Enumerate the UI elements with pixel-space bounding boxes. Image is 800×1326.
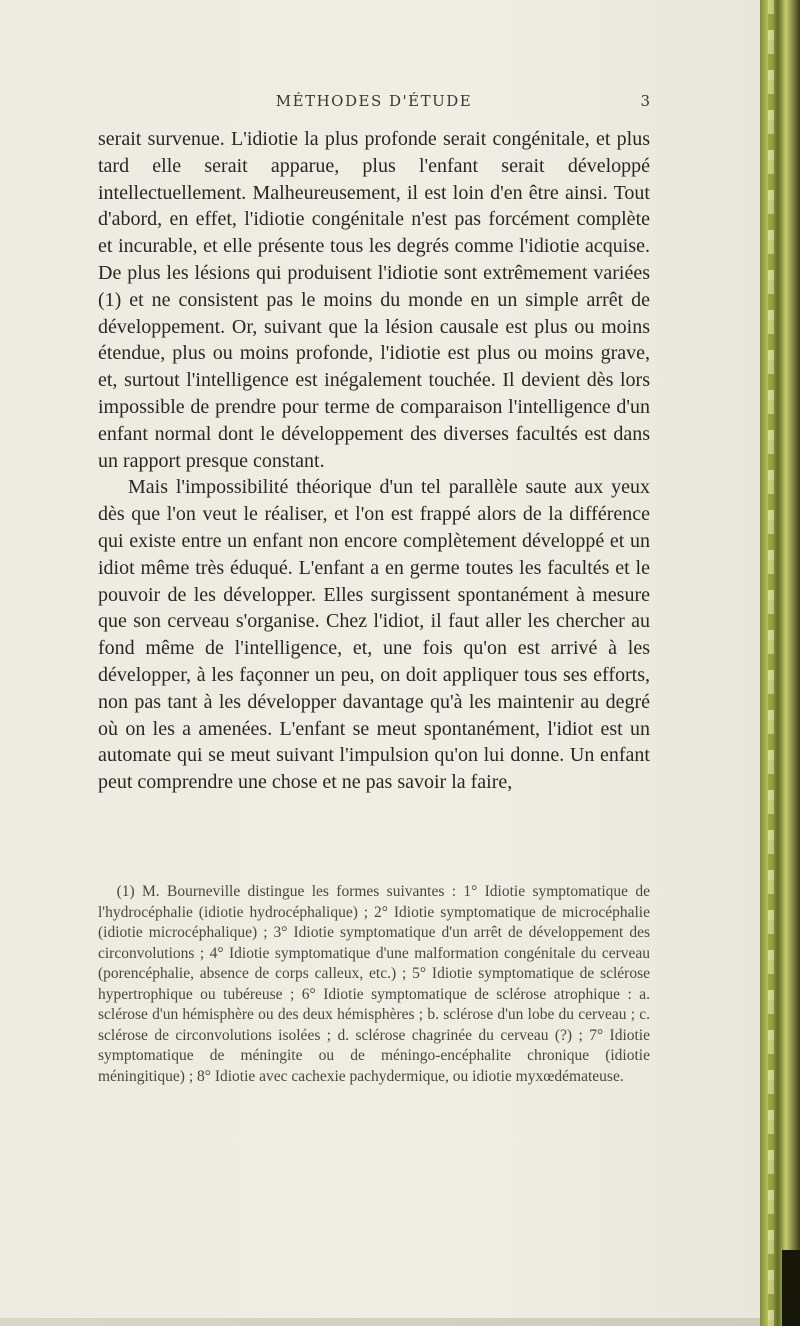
cover-corner <box>782 1250 800 1326</box>
cover-marbling <box>768 0 774 1326</box>
book-cover-edge <box>760 0 800 1326</box>
page-bottom-edge <box>0 1318 760 1326</box>
page-header <box>98 92 650 116</box>
main-text <box>98 126 650 796</box>
paragraph-continued: serait survenue. L'idiotie la plus profonde serait congénitale, et plus tard elle serait apparue, plus l'enfant serait développé intellectuellement. Malheureusement, il est loin d'en être ainsi. Tout d'abord, en effet, l'idiotie congénitale n'est pas forcément complète et incurable, et elle présente tous les degrés comme l'idiotie acquise. De plus les lésions qui produisent l'idiotie sont extrêmement variées (1) et ne consistent pas le moins du monde en un simple arrêt de développement. Or, suivant que la lésion causale est plus ou moins étendue, plus ou moins profonde, l'idiotie est plus ou moins grave, et, surtout l'intelligence est inégalement touchée. Il devient dès lors impossible de prendre pour terme de comparaison l'intelligence d'un enfant normal dont le développement des diverses facultés est dans un rapport presque constant. <box>98 128 650 472</box>
paragraph: Mais l'impossibilité théorique d'un tel parallèle saute aux yeux dès que l'on veut le réaliser, et l'on est frappé alors de la différence qui existe entre un enfant non encore complètement développé et un idiot même très éduqué. L'enfant a en germe toutes les facultés et le pouvoir de les développer. Elles surgissent spontanément à mesure que son cerveau s'organise. Chez l'idiot, il faut aller les chercher au fond même de l'intelligence, et, une fois qu'on est arrivé à les développer, à les façonner un peu, on doit appliquer tous ses efforts, non pas tant à les développer davantage qu'à les maintenir au degré où on les a amenées. L'enfant se meut spontanément, l'idiot est un automate qui se meut suivant l'impulsion qu'on lui donne. Un enfant peut comprendre une chose et ne pas savoir la faire, <box>98 476 650 794</box>
page-number: 3 <box>640 92 650 110</box>
running-title: MÉTHODES D'ÉTUDE <box>275 92 473 110</box>
footnote <box>98 882 650 1087</box>
footnote-text: (1) M. Bourneville distingue les formes suivantes : 1° Idiotie symptomatique de l'hydrocéphalie (idiotie hydrocéphalique) ; 2° Idiotie symptomatique de microcéphalie (idiotie microcéphalique) ; 3° Idiotie symptomatique d'un arrêt de développement des circonvolutions ; 4° Idiotie symptomatique d'une malformation congénitale du cerveau (porencéphalie, absence de corps calleux, etc.) ; 5° Idiotie symptomatique de sclérose hypertrophique ou tubéreuse ; 6° Idiotie symptomatique de sclérose atrophique : a. sclérose d'un hémisphère ou des deux hémisphères ; b. sclérose d'un lobe du cerveau ; c. sclérose de circonvolutions isolées ; d. sclérose chagrinée du cerveau (?) ; 7° Idiotie symptomatique de méningite ou de méningo-encéphalite chronique (idiotie méningitique) ; 8° Idiotie avec cachexie pachydermique, ou idiotie myxœdémateuse. <box>98 883 650 1085</box>
